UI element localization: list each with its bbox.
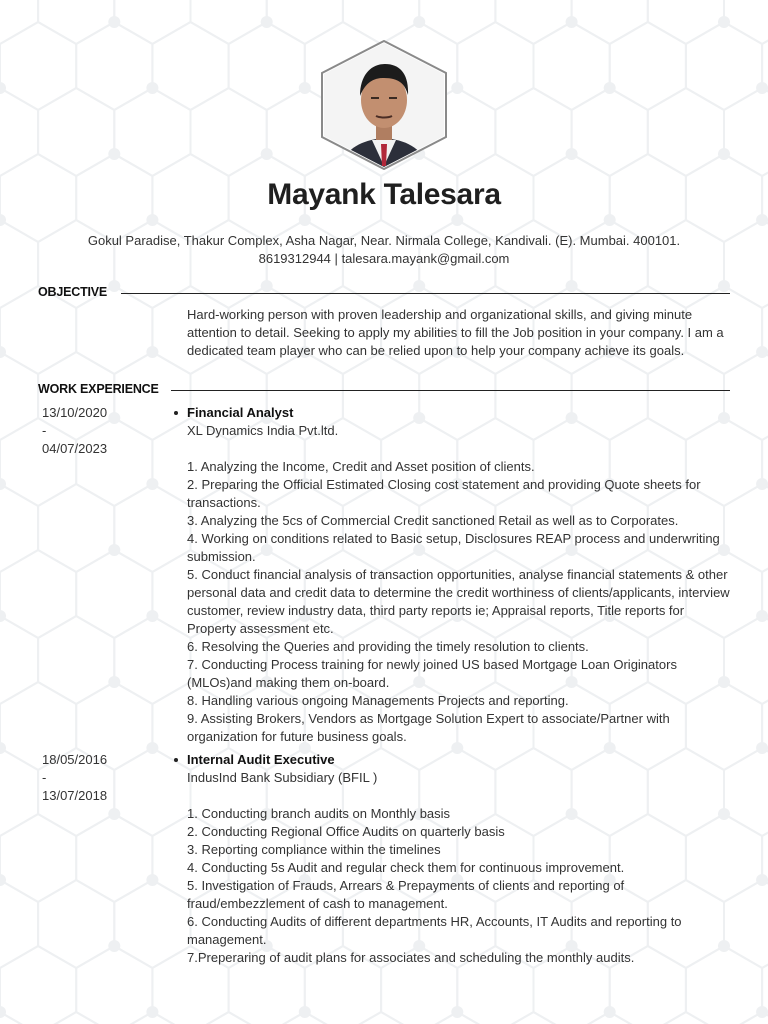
company-name: IndusInd Bank Subsidiary (BFIL ) <box>187 770 378 785</box>
job-start-date: 13/10/2020 <box>42 405 108 420</box>
email-link[interactable]: talesara.mayank@gmail.com <box>341 251 510 266</box>
duty-item: 2. Conducting Regional Office Audits on quarterly basis <box>187 824 505 839</box>
work-experience-header <box>38 382 730 400</box>
duty-item: 9. Assisting Brokers, Vendors as Mortgage Solution Expert to associate/Partner with organization for future business goals. <box>187 711 670 744</box>
duty-item: 1. Conducting branch audits on Monthly basis <box>187 806 451 821</box>
job-title: Financial Analyst <box>187 404 735 422</box>
duty-item: 4. Working on conditions related to Basic setup, Disclosures REAP process and underwriting submission. <box>187 531 720 564</box>
date-dash: - <box>42 770 47 785</box>
section-divider <box>171 390 730 391</box>
duty-list <box>187 805 735 967</box>
job-dates <box>42 751 152 805</box>
section-divider <box>121 293 730 294</box>
duty-item: 7.Preperaring of audit plans for associates and scheduling the monthly audits. <box>187 950 635 965</box>
duty-item: 6. Resolving the Queries and providing the timely resolution to clients. <box>187 639 589 654</box>
duty-item: 4. Conducting 5s Audit and regular check them for continuous improvement. <box>187 860 625 875</box>
phone-number: 8619312944 <box>258 251 331 266</box>
section-title-work: WORK EXPERIENCE <box>38 382 159 396</box>
candidate-name: Mayank Talesara <box>267 178 501 211</box>
objective-text: Hard-working person with proven leadership and organizational skills, and giving minute attention to detail. Seeking to apply my abilities to fill the Job position in your company. I am a dedicated team player who can be relied upon to help your company achieve its goals. <box>187 307 724 358</box>
job-details <box>187 751 735 967</box>
duty-list <box>187 458 735 746</box>
profile-photo-icon <box>320 40 448 170</box>
job-dates <box>42 404 152 458</box>
job-end-date: 13/07/2018 <box>42 788 108 803</box>
contact-block <box>0 232 768 268</box>
duty-item: 7. Conducting Process training for newly joined US based Mortgage Loan Originators (MLOs)and making them on-board. <box>187 657 677 690</box>
duty-item: 5. Conduct financial analysis of transaction opportunities, analyse financial statements & other personal data and credit data to determine the credit worthiness of clients/applicants, interview customer, review industry data, third party reports ie; Appraisal reports, Title reports for Property assessment etc. <box>187 567 730 636</box>
section-title-objective: OBJECTIVE <box>38 285 108 299</box>
duty-item: 8. Handling various ongoing Managements Projects and reporting. <box>187 693 569 708</box>
contact-separator: | <box>334 251 338 266</box>
job-details <box>187 404 735 746</box>
job-start-date: 18/05/2016 <box>42 752 108 767</box>
job-title: Internal Audit Executive <box>187 751 735 769</box>
address-line: Gokul Paradise, Thakur Complex, Asha Nagar, Near. Nirmala College, Kandivali. (E). Mumbai. 400101. <box>87 233 681 248</box>
duty-item: 3. Analyzing the 5cs of Commercial Credit sanctioned Retail as well as to Corporates. <box>187 513 679 528</box>
duty-item: 1. Analyzing the Income, Credit and Asset position of clients. <box>187 459 535 474</box>
date-dash: - <box>42 423 47 438</box>
duty-item: 6. Conducting Audits of different departments HR, Accounts, IT Audits and reporting to management. <box>187 914 682 947</box>
job-end-date: 04/07/2023 <box>42 441 108 456</box>
duty-item: 2. Preparing the Official Estimated Closing cost statement and providing Quote sheets for transactions. <box>187 477 701 510</box>
duty-item: 3. Reporting compliance within the timelines <box>187 842 441 857</box>
phone-email-line <box>0 250 768 268</box>
objective-header <box>38 285 730 303</box>
company-name: XL Dynamics India Pvt.ltd. <box>187 423 339 438</box>
profile-photo <box>320 40 448 170</box>
duty-item: 5. Investigation of Frauds, Arrears & Prepayments of clients and reporting of fraud/embezzlement of cash to management. <box>187 878 625 911</box>
